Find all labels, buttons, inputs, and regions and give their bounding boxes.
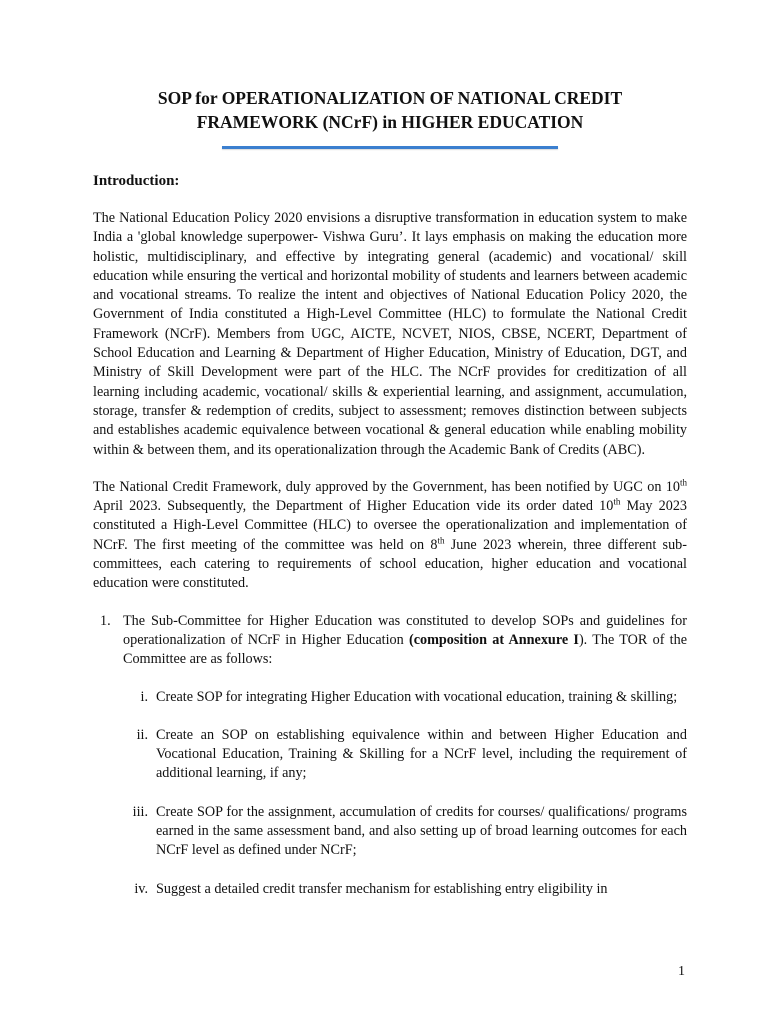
list-item-number: 1. bbox=[100, 612, 111, 629]
title-underline bbox=[222, 146, 558, 149]
sublist-item: iv. Suggest a detailed credit transfer mechanism for establishing entry eligibility in bbox=[93, 880, 687, 899]
page-title bbox=[93, 86, 687, 134]
section-heading-introduction: Introduction: bbox=[93, 173, 180, 189]
title-line-1: SOP for OPERATIONALIZATION OF NATIONAL CREDIT bbox=[157, 88, 623, 108]
page-number: 1 bbox=[678, 964, 685, 979]
annexure-reference: (composition at Annexure I bbox=[408, 631, 579, 648]
sublist-item: ii. Create an SOP on establishing equivalence within and between Higher Education and Vocational Education, Training & Skilling for a NCrF level, including the requirement of additional learning, if any; bbox=[136, 726, 687, 782]
list-item: 1. The Sub-Committee for Higher Education was constituted to develop SOPs and guidelines for operationalization of NCrF in Higher Education (composition at Annexure I). The TOR of the Committee are as follows: bbox=[100, 612, 687, 668]
document-page bbox=[93, 86, 687, 899]
sublist-item-number: iv. bbox=[134, 880, 148, 897]
sublist-item: i. Create SOP for integrating Higher Education with vocational education, training & skilling; bbox=[93, 688, 687, 707]
tor-sublist bbox=[93, 688, 687, 899]
title-line-2: FRAMEWORK (NCrF) in HIGHER EDUCATION bbox=[196, 112, 584, 132]
sublist-item-number: i. bbox=[140, 688, 148, 705]
numbered-list bbox=[93, 612, 687, 670]
paragraph-2: The National Credit Framework, duly approved by the Government, has been notified by UGC on 10th April 2023. Subsequently, the Department of Higher Education vide its order dated 10th May 2023 constituted a High-Level Committee (HLC) to oversee the operationalization and implementation of NCrF. The first meeting of the committee was held on 8th June 2023 wherein, three different sub-committees, each catering to requirements of school education, higher education and vocational education were constituted. bbox=[93, 477, 688, 592]
sublist-item-number: iii. bbox=[132, 803, 148, 820]
sublist-item-number: ii. bbox=[136, 726, 148, 743]
paragraph-1: The National Education Policy 2020 envisions a disruptive transformation in education system to make India a 'global knowledge superpower- Vishwa Guru’. It lays emphasis on making the education more holistic, multidisciplinary, and effective by integrating general (academic) and vocational/ skill education while ensuring the vertical and horizontal mobility of students and learners between academic and vocational streams. To realize the intent and objectives of National Education Policy 2020, the Government of India constituted a High-Level Committee (HLC) to formulate the National Credit Framework (NCrF). Members from UGC, AICTE, NCVET, NIOS, CBSE, NCERT, Department of School Education and Learning & Department of Higher Education, Ministry of Education, DGT, and Ministry of Skill Development were part of the HLC. The NCrF provides for creditization of all learning including academic, vocational/ skills & experiential learning, and assignment, accumulation, storage, transfer & redemption of credits, subject to assessment; removes distinction between subjects and establishes academic equivalence between vocational & general education while enabling mobility within & between them, and its operationalization through the Academic Bank of Credits (ABC). bbox=[93, 210, 687, 458]
sublist-item: iii. Create SOP for the assignment, accumulation of credits for courses/ qualifications/ programs earned in the same assessment band, and also setting up of broad learning outcomes for each NCrF level as defined under NCrF; bbox=[132, 803, 687, 859]
